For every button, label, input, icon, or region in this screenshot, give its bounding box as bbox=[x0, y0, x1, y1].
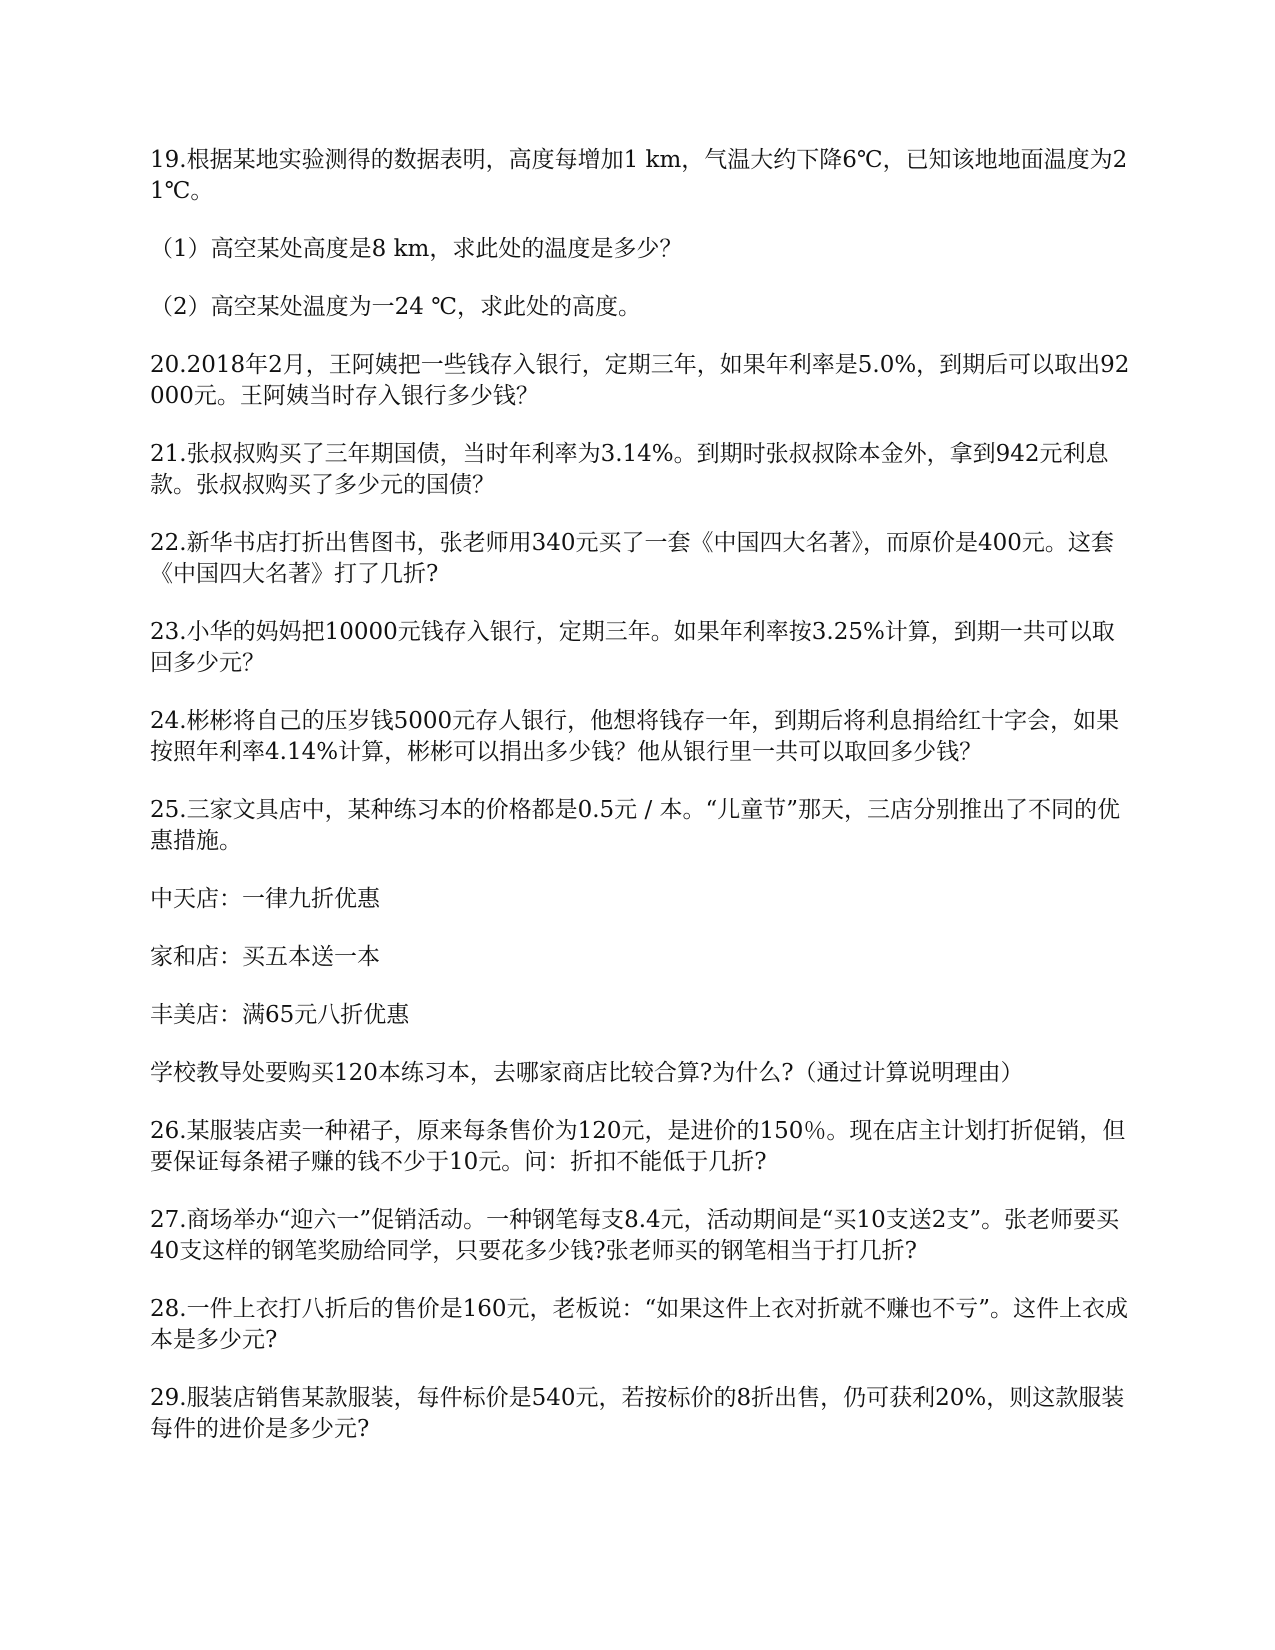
question-29: 29.服装店销售某款服装，每件标价是540元，若按标价的8折出售，仍可获利20%，则这款服装每件的进价是多少元? bbox=[150, 1385, 1125, 1442]
question-21: 21.张叔叔购买了三年期国债，当时年利率为3.14%。到期时张叔叔除本金外，拿到942元利息款。张叔叔购买了多少元的国债？ bbox=[150, 441, 1109, 498]
question-28: 28.一件上衣打八折后的售价是160元，老板说：“如果这件上衣对折就不赚也不亏”。这件上衣成本是多少元? bbox=[150, 1296, 1128, 1353]
question-19: 19.根据某地实验测得的数据表明，高度每增加1 km，气温大约下降6℃，已知该地地面温度为21℃。 bbox=[150, 147, 1128, 204]
question-27: 27.商场举办“迎六一”促销活动。一种钢笔每支8.4元，活动期间是“买10支送2支”。张老师要买40支这样的钢笔奖励给同学，只要花多少钱?张老师买的钢笔相当于打几折? bbox=[150, 1207, 1120, 1264]
shop-fengmei: 丰美店：满65元八折优惠 bbox=[150, 1002, 410, 1028]
shop-zhongtian: 中天店：一律九折优惠 bbox=[150, 886, 380, 912]
question-23: 23.小华的妈妈把10000元钱存入银行，定期三年。如果年利率按3.25%计算，到期一共可以取回多少元？ bbox=[150, 619, 1115, 676]
document-body bbox=[150, 145, 1130, 1472]
question-25-task: 学校教导处要购买120本练习本，去哪家商店比较合算?为什么?（通过计算说明理由） bbox=[150, 1060, 1024, 1086]
question-24: 24.彬彬将自己的压岁钱5000元存人银行，他想将钱存一年，到期后将利息捐给红十字会，如果按照年利率4.14%计算，彬彬可以捐出多少钱？他从银行里一共可以取回多少钱？ bbox=[150, 708, 1120, 765]
question-19-part-2: （2）高空某处温度为一24 ℃，求此处的高度。 bbox=[150, 294, 641, 320]
question-20: 20.2018年2月，王阿姨把一些钱存入银行，定期三年，如果年利率是5.0%，到期后可以取出92000元。王阿姨当时存入银行多少钱？ bbox=[150, 352, 1130, 409]
question-25: 25.三家文具店中，某种练习本的价格都是0.5元 / 本。“儿童节”那天，三店分别推出了不同的优惠措施。 bbox=[150, 797, 1121, 854]
question-26: 26.某服装店卖一种裙子，原来每条售价为120元，是进价的150％。现在店主计划打折促销，但要保证每条裙子赚的钱不少于10元。问：折扣不能低于几折? bbox=[150, 1118, 1126, 1175]
question-19-part-1: （1）高空某处高度是8 km，求此处的温度是多少？ bbox=[150, 236, 683, 262]
question-22: 22.新华书店打折出售图书，张老师用340元买了一套《中国四大名著》，而原价是400元。这套《中国四大名著》打了几折? bbox=[150, 530, 1114, 587]
shop-jiahe: 家和店：买五本送一本 bbox=[150, 944, 380, 970]
